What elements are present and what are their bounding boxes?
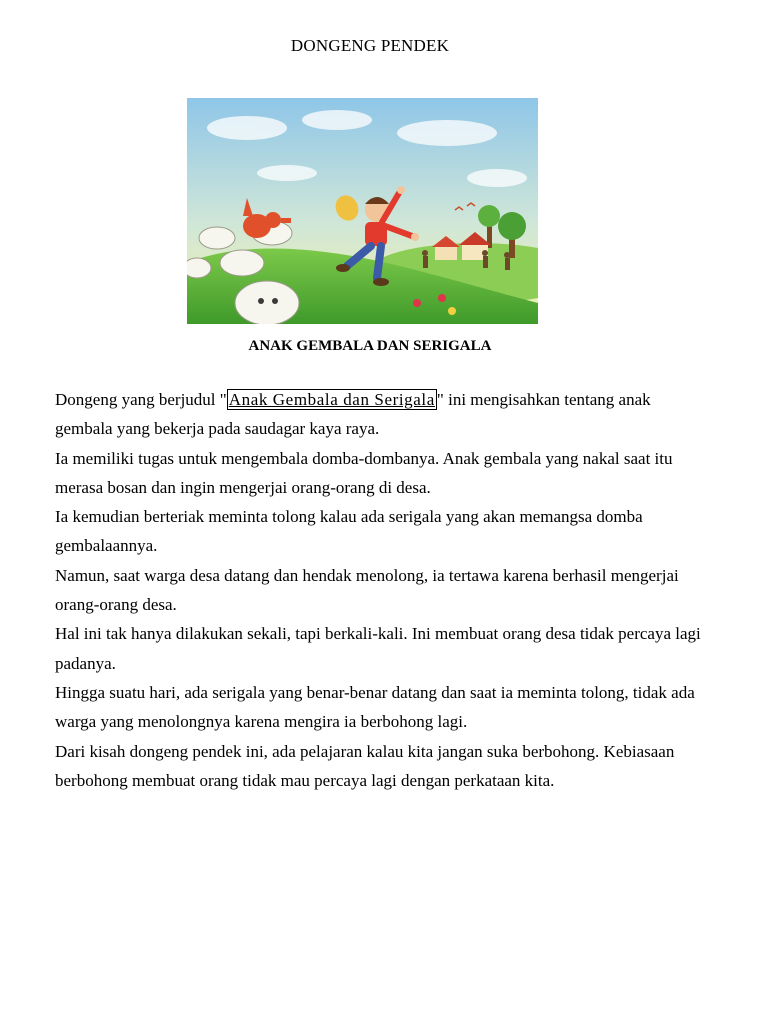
intro-text-after: " ini mengisahkan tentang anak gembala yang bekerja pada saudagar kaya raya.: [55, 390, 651, 439]
document-title: DONGENG PENDEK: [290, 36, 450, 55]
story-paragraph: Hingga suatu hari, ada serigala yang benar-benar datang dan saat ia meminta tolong, tidak ada warga yang menolongnya karena mengira ia berbohong lagi.: [55, 682, 695, 732]
story-paragraph: Ia memiliki tugas untuk mengembala domba-dombanya. Anak gembala yang nakal saat itu merasa bosan dan ingin mengerjai orang-orang di desa.: [55, 448, 673, 497]
story-illustration: [187, 98, 538, 324]
story-paragraph: Namun, saat warga desa datang dan hendak menolong, ia tertawa karena berhasil mengerjai orang-orang desa.: [55, 565, 679, 615]
story-paragraph: Hal ini tak hanya dilakukan sekali, tapi berkali-kali. Ini membuat orang desa tidak percaya lagi padanya.: [55, 624, 701, 673]
illustration-caption: ANAK GEMBALA DAN SERIGALA: [248, 338, 492, 354]
intro-paragraph: [55, 385, 705, 444]
story-paragraph: Dari kisah dongeng pendek ini, ada pelajaran kalau kita jangan suka berbohong. Kebiasaan berbohong membuat orang tidak mau percaya lagi dengan perkataan kita.: [55, 741, 675, 790]
intro-text-before: Dongeng yang berjudul ": [55, 390, 227, 409]
story-title-link[interactable]: Anak Gembala dan Serigala: [228, 390, 435, 409]
shepherd-boy-illustration-icon: [187, 98, 538, 324]
story-body: [55, 385, 705, 795]
story-paragraph: Ia kemudian berteriak meminta tolong kalau ada serigala yang akan memangsa domba gembalaannya.: [55, 507, 643, 556]
